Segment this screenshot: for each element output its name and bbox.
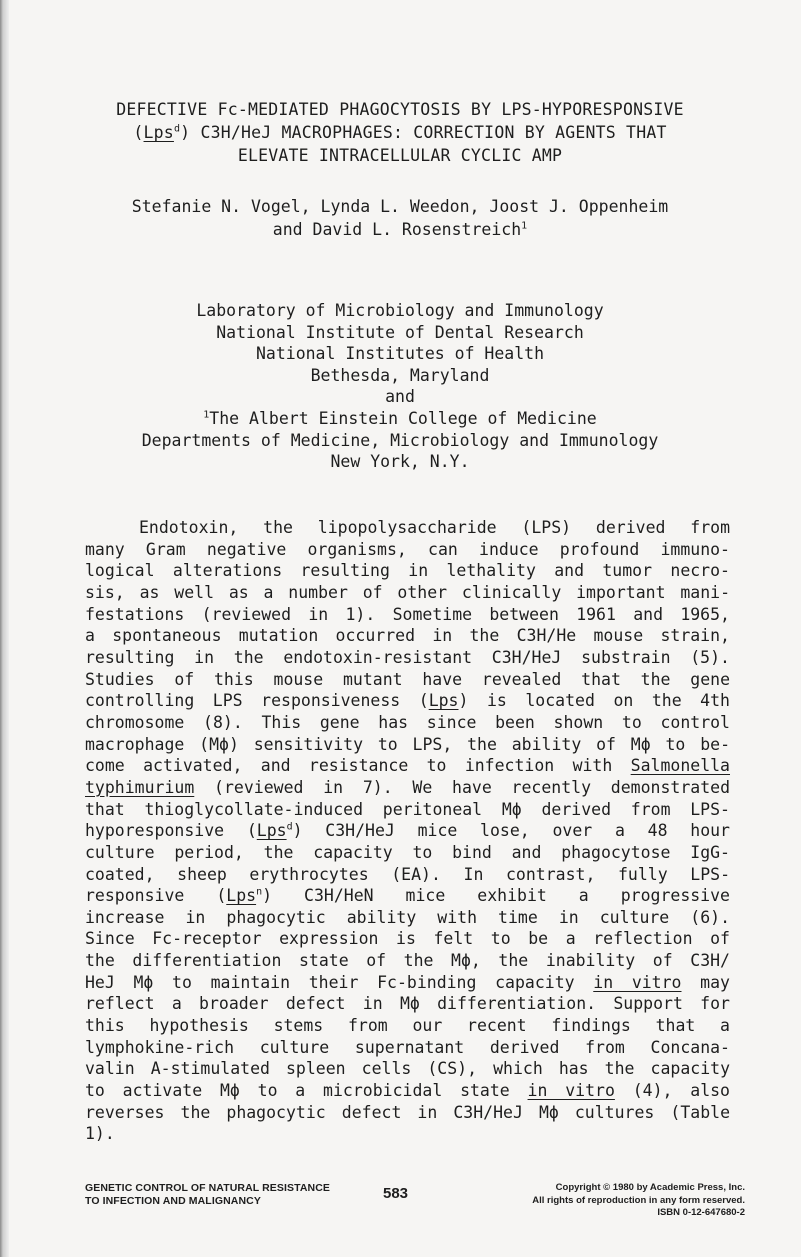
- body-line: this hypothesis stems from our recent findings that a: [85, 1016, 730, 1036]
- body-text: to activate Mϕ to a microbicidal state: [85, 1081, 528, 1101]
- body-gene-name: Lps: [226, 886, 257, 906]
- body-line: reverses the phagocytic defect in C3H/HeJ Mϕ cultures (Table: [85, 1102, 730, 1122]
- authors: [80, 195, 720, 241]
- authors-line-1: Stefanie N. Vogel, Lynda L. Weedon, Joost J. Oppenheim: [131, 197, 669, 216]
- body-species-name: Salmonella: [630, 756, 730, 776]
- body-text: ) is located on the 4th: [458, 691, 730, 711]
- authors-line-2-text: and David L. Rosenstreich: [272, 220, 522, 239]
- body-line: Since Fc-receptor expression is felt to be a reflection of: [85, 929, 730, 949]
- body-line: [85, 1080, 730, 1102]
- body-superscript: n: [256, 886, 263, 898]
- title-line-2: [80, 121, 720, 144]
- title-paren: (: [133, 123, 144, 142]
- body-latin-term: in vitro: [593, 972, 682, 992]
- affiliation-line-4: Bethesda, Maryland: [310, 365, 490, 385]
- body-paragraph: [85, 517, 730, 1145]
- body-line: culture period, the capacity to bind and phagocytose IgG-: [85, 842, 730, 862]
- body-latin-term: in vitro: [527, 1081, 615, 1101]
- body-text: HeJ Mϕ to maintain their Fc-binding capacity: [85, 972, 594, 992]
- body-superscript: d: [286, 821, 293, 833]
- affiliation-footnote-marker: 1: [203, 409, 210, 421]
- body-species-name: typhimurium: [85, 777, 195, 797]
- authors-line-2: [80, 218, 720, 241]
- body-line: increase in phagocytic ability with time in culture (6).: [85, 907, 730, 927]
- body-gene-name: Lps: [256, 821, 287, 841]
- body-line: logical alterations resulting in lethality and tumor necro-: [85, 561, 730, 581]
- body-line: festations (reviewed in 1). Sometime between 1961 and 1965,: [85, 604, 730, 624]
- body-text: controlling LPS responsiveness (: [85, 691, 429, 711]
- body-line: [85, 777, 730, 799]
- body-line: Studies of this mouse mutant have revealed that the gene: [85, 669, 730, 689]
- body-text: ) C3H/HeJ mice lose, over a 48 hour: [292, 821, 730, 841]
- rights-line: All rights of reproduction in any form reserved.: [532, 1194, 745, 1206]
- body-text: come activated, and resistance to infection with: [85, 756, 631, 776]
- body-line: chromosome (8). This gene has since been shown to control: [85, 712, 730, 732]
- affiliation-line-6: [80, 408, 720, 430]
- copyright-line: Copyright © 1980 by Academic Press, Inc.: [555, 1182, 745, 1193]
- body-line: coated, sheep erythrocytes (EA). In contrast, fully LPS-: [85, 864, 730, 884]
- body-line: many Gram negative organisms, can induce profound immuno-: [85, 539, 730, 559]
- body-line: [85, 755, 730, 777]
- affiliation-line-2: National Institute of Dental Research: [216, 322, 584, 342]
- body-line: a spontaneous mutation occurred in the C3H/He mouse strain,: [85, 626, 730, 646]
- body-line: [85, 690, 730, 712]
- page-number: 583: [383, 1185, 409, 1202]
- body-line: that thioglycollate-induced peritoneal Mϕ derived from LPS-: [85, 799, 730, 819]
- title-line-2-rest: ) C3H/HeJ MACROPHAGES: CORRECTION BY AGENTS THAT: [180, 123, 667, 142]
- body-text: (reviewed in 7). We have recently demonstrated: [194, 777, 730, 797]
- body-line: [85, 820, 730, 842]
- body-line: sis, as well as a number of other clinically important mani-: [85, 582, 730, 602]
- affiliation-line-7: Departments of Medicine, Microbiology and Immunology: [141, 430, 659, 450]
- affiliation-line-5: and: [385, 387, 415, 407]
- body-line: lymphokine-rich culture supernatant derived from Concana-: [85, 1037, 730, 1057]
- affiliation-block: [80, 300, 720, 473]
- body-line: reflect a broader defect in Mϕ differentiation. Support for: [85, 994, 730, 1014]
- body-line: [85, 972, 730, 994]
- body-text: responsive (: [85, 886, 227, 906]
- book-title: [85, 1182, 330, 1208]
- page-binding-edge: [0, 0, 9, 1257]
- body-line: 1).: [85, 1124, 115, 1144]
- body-gene-name: Lps: [428, 691, 459, 711]
- body-text: may: [681, 972, 730, 992]
- body-line: Endotoxin, the lipopolysaccharide (LPS) derived from: [139, 518, 730, 537]
- author-footnote-marker: 1: [521, 220, 528, 232]
- body-text: ) C3H/HeN mice exhibit a progressive: [262, 886, 730, 906]
- title-lps: Lps: [143, 123, 174, 142]
- body-line: resulting in the endotoxin-resistant C3H/HeJ substrain (5).: [85, 647, 730, 667]
- affiliation-line-3: National Institutes of Health: [255, 344, 545, 364]
- body-line: the differentiation state of the Mϕ, the inability of C3H/: [85, 951, 730, 971]
- affiliation-line-6-text: The Albert Einstein College of Medicine: [209, 408, 597, 428]
- paper-title: [80, 98, 720, 167]
- body-line: [85, 885, 730, 907]
- book-title-line-1: GENETIC CONTROL OF NATURAL RESISTANCE: [85, 1182, 331, 1194]
- body-line: macrophage (Mϕ) sensitivity to LPS, the ability of Mϕ to be-: [85, 734, 730, 754]
- title-line-1: DEFECTIVE Fc-MEDIATED PHAGOCYTOSIS BY LPS-HYPORESPONSIVE: [116, 100, 684, 119]
- affiliation-line-1: Laboratory of Microbiology and Immunology: [196, 301, 604, 320]
- affiliation-line-8: New York, N.Y.: [330, 452, 470, 472]
- title-lps-superscript: d: [173, 123, 181, 135]
- book-title-line-2: TO INFECTION AND MALIGNANCY: [85, 1195, 261, 1207]
- title-line-3: ELEVATE INTRACELLULAR CYCLIC AMP: [237, 146, 563, 165]
- isbn-line: ISBN 0-12-647680-2: [657, 1207, 745, 1218]
- body-text: hyporesponsive (: [85, 821, 257, 841]
- copyright-notice: [532, 1182, 745, 1220]
- body-line: valin A-stimulated spleen cells (CS), which has the capacity: [85, 1059, 730, 1079]
- body-text: (4), also: [614, 1081, 730, 1101]
